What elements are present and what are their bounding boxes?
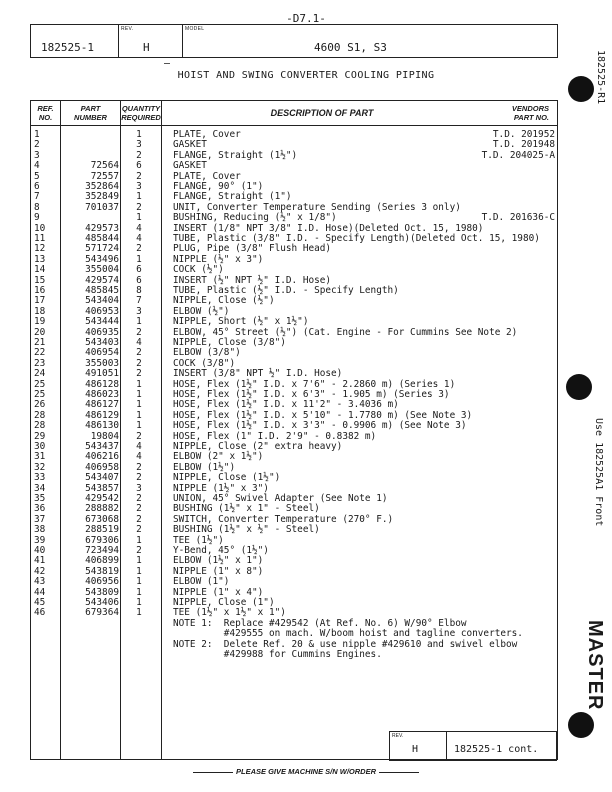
cell-ref: 37 (34, 513, 46, 525)
cell-ref: 28 (34, 420, 46, 432)
cell-part: 486130 (85, 420, 119, 432)
cell-desc: HOSE, Flex (1½" I.D. x 7'6" - 2.2860 m) (Series 1) (173, 378, 456, 390)
cell-part: 673068 (85, 513, 119, 525)
cell-qty: 2 (136, 368, 142, 380)
cell-part: 485845 (85, 285, 119, 296)
cell-desc: SWITCH, Converter Temperature (270° F.) (173, 513, 394, 525)
note-line: #429988 for Cummins Engines. (173, 649, 382, 660)
cell-part: 72564 (90, 160, 119, 172)
cell-qty: 1 (136, 534, 142, 546)
cell-part: 543444 (85, 316, 119, 328)
footer-text: PLEASE GIVE MACHINE S/N W/ORDER (235, 767, 376, 776)
cell-qty: 1 (136, 565, 142, 577)
cell-part: 571724 (85, 243, 119, 255)
cell-qty: 1 (136, 586, 142, 598)
doc-number: 182525-1 (41, 41, 94, 54)
cell-ref: 35 (34, 493, 46, 504)
cell-ref: 11 (34, 233, 46, 244)
cell-qty: 2 (136, 170, 142, 182)
cell-part: 486127 (85, 399, 119, 411)
cell-qty: 1 (136, 597, 142, 608)
col-qty: QUANTITY REQUIRED (121, 104, 161, 122)
cell-desc: FLANGE, Straight (1") (173, 191, 292, 203)
margin-note: Use 182525A1 Front (593, 418, 604, 527)
cell-desc: FLANGE, 90° (1") (173, 181, 264, 192)
cell-qty: 2 (136, 472, 142, 484)
cell-desc: ELBOW, 45° Street (½") (Cat. Engine - For Cummins See Note 2) (173, 326, 518, 338)
cell-vendor: T.D. 201636-C (481, 212, 555, 224)
cell-part: 19804 (90, 430, 119, 442)
cell-ref: 30 (34, 441, 46, 452)
cell-qty: 4 (136, 441, 142, 452)
cell-ref: 5 (34, 170, 40, 182)
cell-ref: 42 (34, 565, 46, 577)
cell-ref: 36 (34, 503, 46, 515)
document-header (30, 24, 558, 58)
cell-part: 543406 (85, 597, 119, 608)
cell-part: 406954 (85, 347, 119, 359)
cell-ref: 43 (34, 576, 46, 588)
divider (164, 63, 170, 64)
cell-ref: 13 (34, 253, 46, 265)
rev-box-rev: H (412, 744, 419, 755)
cell-qty: 3 (136, 305, 142, 317)
note-line: #429555 on mach. W/boom hoist and tagline converters. (173, 628, 523, 640)
cell-qty: 3 (136, 482, 142, 494)
footer (0, 767, 612, 776)
cell-part: 406956 (85, 576, 119, 588)
cell-qty: 1 (136, 378, 142, 390)
cell-qty: 2 (136, 545, 142, 556)
note-line: NOTE 1: Replace #429542 (At Ref. No. 6) W/90° Elbow (173, 617, 467, 629)
cell-qty: 2 (136, 326, 142, 338)
cell-part: 352864 (85, 181, 119, 192)
cell-part: 701037 (85, 201, 119, 213)
cell-part: 288882 (85, 503, 119, 515)
cell-part: 429542 (85, 493, 119, 504)
cell-desc: TUBE, Plastic (3/8" I.D. - Specify Length)(Deleted Oct. 15, 1980) (173, 233, 540, 244)
cell-part: 491051 (85, 368, 119, 380)
binder-hole (566, 374, 592, 400)
cell-desc: HOSE, Flex (1½" I.D. x 5'10" - 1.7780 m) (See Note 3) (173, 409, 473, 421)
cell-ref: 29 (34, 430, 46, 442)
cell-desc: HOSE, Flex (1½" I.D. x 6'3" - 1.905 m) (Series 3) (173, 389, 450, 400)
cell-desc: HOSE, Flex (1½" I.D. x 3'3" - 0.9906 m) (See Note 3) (173, 420, 467, 432)
cell-desc: ELBOW (1½" x 1") (173, 555, 264, 567)
cell-desc: COCK (½") (173, 264, 224, 276)
cell-ref: 3 (34, 149, 40, 161)
cell-part: 485844 (85, 233, 119, 244)
cell-desc: PLUG, Pipe (3/8" Flush Head) (173, 243, 332, 255)
cell-desc: NIPPLE, Close (2" extra heavy) (173, 441, 343, 452)
cell-part: 406953 (85, 305, 119, 317)
col-ref: REF. NO. (37, 104, 54, 122)
cell-desc: PLATE, Cover (173, 170, 241, 182)
cell-part: 679364 (85, 607, 119, 619)
cell-ref: 9 (34, 212, 40, 224)
cell-qty: 2 (136, 357, 142, 369)
cell-desc: INSERT (1/8" NPT 3/8" I.D. Hose)(Deleted Oct. 15, 1980) (173, 222, 484, 234)
cell-desc: BUSHING, Reducing (½" x 1/8") (173, 212, 337, 224)
cell-part: 543857 (85, 482, 119, 494)
cell-ref: 31 (34, 451, 46, 463)
cell-ref: 17 (34, 295, 46, 307)
cell-ref: 10 (34, 222, 46, 234)
cell-vendor: T.D. 204025-A (481, 149, 555, 161)
cell-vendor: T.D. 201948 (492, 139, 555, 151)
cell-qty: 4 (136, 451, 142, 463)
cell-qty: 2 (136, 430, 142, 442)
cell-desc: NIPPLE (½" x 3") (173, 253, 264, 265)
cell-qty: 3 (136, 139, 142, 151)
cell-qty: 1 (136, 555, 142, 567)
cell-ref: 15 (34, 274, 46, 286)
cell-ref: 20 (34, 326, 46, 338)
cell-ref: 24 (34, 368, 46, 380)
margin-doc-number: 182525-R1 (595, 50, 606, 105)
cell-qty: 2 (136, 493, 142, 504)
cell-ref: 26 (34, 399, 46, 411)
cell-ref: 45 (34, 597, 46, 608)
master-stamp: MASTER (584, 620, 606, 711)
cell-desc: HOSE, Flex (1" I.D. 2'9" - 0.8382 m) (173, 430, 377, 442)
cell-ref: 2 (34, 139, 40, 151)
cell-desc: GASKET (173, 160, 207, 172)
cell-qty: 1 (136, 316, 142, 328)
cell-ref: 39 (34, 534, 46, 546)
cell-ref: 41 (34, 555, 46, 567)
cell-desc: Y-Bend, 45° (1½") (173, 545, 269, 556)
cell-desc: COCK (3/8") (173, 357, 236, 369)
revision-box (389, 731, 557, 761)
cell-ref: 23 (34, 357, 46, 369)
cell-qty: 1 (136, 399, 142, 411)
cell-part: 406935 (85, 326, 119, 338)
cell-ref: 34 (34, 482, 46, 494)
cell-desc: NIPPLE (1" x 4") (173, 586, 264, 598)
cell-ref: 44 (34, 586, 46, 598)
cell-part: 543496 (85, 253, 119, 265)
cell-qty: 1 (136, 576, 142, 588)
cell-desc: NIPPLE (1½" x 3") (173, 482, 269, 494)
model-caption: MODEL (185, 26, 205, 32)
cell-part: 486129 (85, 409, 119, 421)
cell-qty: 2 (136, 503, 142, 515)
cell-ref: 18 (34, 305, 46, 317)
cell-qty: 2 (136, 513, 142, 525)
cell-qty: 2 (136, 524, 142, 536)
rev-box-caption: REV. (392, 733, 404, 739)
cell-qty: 7 (136, 295, 142, 307)
cell-qty: 1 (136, 420, 142, 432)
cell-ref: 1 (34, 129, 40, 140)
cell-qty: 8 (136, 285, 142, 296)
cell-desc: PLATE, Cover (173, 129, 241, 140)
cell-part: 543437 (85, 441, 119, 452)
cell-ref: 14 (34, 264, 46, 276)
cell-desc: TEE (1½") (173, 534, 224, 546)
note-line: NOTE 2: Delete Ref. 20 & use nipple #429610 and swivel elbow (173, 638, 518, 650)
cell-part: 723494 (85, 545, 119, 556)
cell-ref: 38 (34, 524, 46, 536)
cell-part: 72557 (90, 170, 119, 182)
cell-ref: 4 (34, 160, 40, 172)
cell-part: 543404 (85, 295, 119, 307)
rev-box-doc: 182525-1 cont. (454, 744, 539, 755)
cell-part: 543403 (85, 337, 119, 348)
cell-ref: 40 (34, 545, 46, 556)
cell-ref: 6 (34, 181, 40, 192)
cell-part: 288519 (85, 524, 119, 536)
cell-desc: FLANGE, Straight (1½") (173, 149, 298, 161)
binder-hole (568, 76, 594, 102)
cell-qty: 3 (136, 181, 142, 192)
cell-part: 406958 (85, 461, 119, 473)
cell-desc: GASKET (173, 139, 207, 151)
cell-ref: 32 (34, 461, 46, 473)
cell-qty: 2 (136, 201, 142, 213)
cell-desc: TUBE, Plastic (½" I.D. - Specify Length) (173, 285, 399, 296)
rev-value: H (143, 41, 150, 54)
cell-part: 352849 (85, 191, 119, 203)
cell-desc: BUSHING (1½" x ½" - Steel) (173, 524, 320, 536)
cell-qty: 6 (136, 264, 142, 276)
cell-part: 406899 (85, 555, 119, 567)
cell-qty: 1 (136, 129, 142, 140)
cell-desc: INSERT (3/8" NPT ½" I.D. Hose) (173, 368, 343, 380)
cell-qty: 2 (136, 243, 142, 255)
cell-desc: ELBOW (½") (173, 305, 230, 317)
parts-table (30, 100, 558, 760)
cell-ref: 7 (34, 191, 40, 203)
cell-desc: BUSHING (1½" x 1" - Steel) (173, 503, 320, 515)
cell-desc: INSERT (½" NPT ½" I.D. Hose) (173, 274, 332, 286)
cell-qty: 1 (136, 253, 142, 265)
cell-part: 406216 (85, 451, 119, 463)
col-part: PART NUMBER (74, 104, 107, 122)
cell-qty: 6 (136, 274, 142, 286)
cell-desc: TEE (1½" x 1½" x 1") (173, 607, 286, 619)
cell-desc: UNION, 45° Swivel Adapter (See Note 1) (173, 493, 388, 504)
cell-part: 429573 (85, 222, 119, 234)
cell-qty: 4 (136, 233, 142, 244)
cell-ref: 25 (34, 378, 46, 390)
cell-qty: 1 (136, 191, 142, 203)
cell-desc: ELBOW (1½") (173, 461, 236, 473)
cell-ref: 22 (34, 347, 46, 359)
cell-desc: ELBOW (1") (173, 576, 230, 588)
cell-part: 486128 (85, 378, 119, 390)
cell-qty: 2 (136, 347, 142, 359)
cell-ref: 12 (34, 243, 46, 255)
cell-ref: 46 (34, 607, 46, 619)
cell-ref: 19 (34, 316, 46, 328)
cell-desc: NIPPLE, Close (1½") (173, 472, 281, 484)
cell-qty: 4 (136, 222, 142, 234)
cell-qty: 1 (136, 607, 142, 619)
cell-ref: 16 (34, 285, 46, 296)
cell-ref: 33 (34, 472, 46, 484)
cell-desc: NIPPLE, Close (½") (173, 295, 275, 307)
page-number: -D7.1- (286, 12, 326, 25)
cell-ref: 28 (34, 409, 46, 421)
cell-desc: NIPPLE, Close (3/8") (173, 337, 286, 348)
cell-ref: 25 (34, 389, 46, 400)
cell-desc: NIPPLE (1" x 8") (173, 565, 264, 577)
cell-desc: ELBOW (3/8") (173, 347, 241, 359)
cell-part: 355004 (85, 264, 119, 276)
cell-part: 429574 (85, 274, 119, 286)
cell-qty: 4 (136, 337, 142, 348)
cell-ref: 8 (34, 201, 40, 213)
cell-desc: NIPPLE, Close (1") (173, 597, 275, 608)
cell-desc: HOSE, Flex (1½" I.D. x 11'2" - 3.4036 m) (173, 399, 399, 411)
cell-part: 679306 (85, 534, 119, 546)
cell-qty: 2 (136, 149, 142, 161)
cell-vendor: T.D. 201952 (492, 129, 555, 140)
cell-qty: 2 (136, 461, 142, 473)
cell-ref: 21 (34, 337, 46, 348)
cell-part: 355003 (85, 357, 119, 369)
cell-qty: 1 (136, 409, 142, 421)
cell-desc: UNIT, Converter Temperature Sending (Series 3 only) (173, 201, 461, 213)
col-desc: DESCRIPTION OF PART (270, 108, 374, 118)
cell-part: 543819 (85, 565, 119, 577)
binder-hole (568, 712, 594, 738)
cell-desc: ELBOW (2" x 1½") (173, 451, 264, 463)
cell-part: 486023 (85, 389, 119, 400)
cell-qty: 1 (136, 212, 142, 224)
page-title: HOIST AND SWING CONVERTER COOLING PIPING (177, 70, 435, 81)
rev-caption: REV. (121, 26, 134, 32)
cell-qty: 6 (136, 160, 142, 172)
model-value: 4600 S1, S3 (314, 41, 387, 54)
cell-part: 543407 (85, 472, 119, 484)
cell-desc: NIPPLE, Short (½" x 1½") (173, 316, 309, 328)
cell-part: 543809 (85, 586, 119, 598)
col-vendor: VENDORS PART NO. (511, 104, 549, 122)
cell-qty: 1 (136, 389, 142, 400)
